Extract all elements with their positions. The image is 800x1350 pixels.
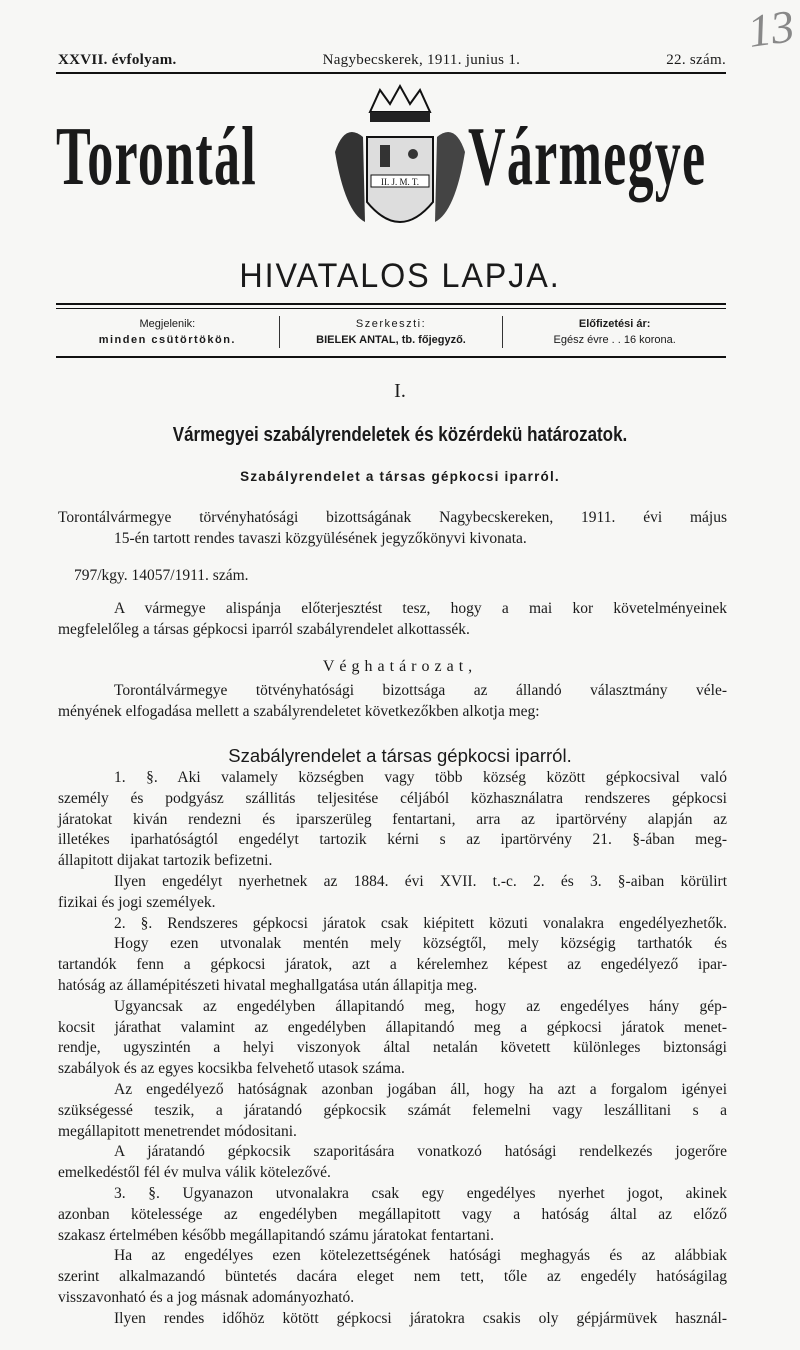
title-left: Torontál	[56, 110, 257, 203]
crest-text: II. J. M. T.	[381, 177, 419, 187]
text-line: Torontálvármegye törvényhatósági bizottságának Nagybecskereken, 1911. évi május	[58, 509, 727, 526]
text-line: szabályok és az egyes kocsikba felvehető utasok száma.	[58, 1060, 405, 1078]
text-line: tartandók fenn a gépkocsi járatok, azt a kérelemhez képest az engedélyező ipar-	[58, 956, 727, 974]
decision-title: Véghatározat,	[322, 658, 478, 675]
text-line: személy és podgyász szállitás teljesitése céljából közhasználatra rendszeres gépkocsi	[58, 789, 727, 807]
text-line: állapitott dijakat tartozik befizetni.	[58, 852, 273, 870]
coat-of-arms-emblem	[325, 82, 475, 247]
text-line: 2. §. Rendszeres gépkocsi járatok csak kiépitett közuti vonalakra engedélyezhetők.	[114, 914, 727, 932]
regulation-title: Szabályrendelet a társas gépkocsi iparról.	[228, 745, 572, 766]
issue-number: 22. szám.	[666, 52, 726, 68]
text-line: szakasz értelmében később megállapitandó számu járatokat fentartani.	[58, 1226, 494, 1244]
text-line: A vármegye alispánja előterjesztést tesz, hogy a mai kor követelményeinek	[114, 600, 727, 617]
publication-info	[56, 316, 726, 348]
decision-paragraph	[58, 681, 727, 723]
divider	[56, 356, 726, 358]
text-line: szükségessé teszik, a járatandó gépkocsik számát felemelni vagy leszállitani s a	[58, 1101, 727, 1119]
text-line: Ilyen engedélyt nyerhetnek az 1884. évi XVII. t.-c. 2. és 3. §-aiban körülirt	[114, 872, 727, 890]
label: Megjelenik:	[139, 318, 196, 330]
label: Szerkeszti:	[355, 318, 427, 330]
text-line: kocsit járathat valamint az engedélyben állapitandó meg a gépkocsi járatok menet-	[58, 1018, 727, 1036]
text-line: hatóság az államépitészeti hivatal meghallgatása után állapitja meg.	[58, 976, 478, 994]
text-line: rendje, ugyszintén a helyi viszonyok által netalán követett különleges biztonsági	[58, 1039, 727, 1057]
intro-paragraph	[58, 508, 727, 550]
text-line: Ilyen rendes időhöz kötött gépkocsi járatokra csakis oly gépjármüvek használ-	[114, 1309, 727, 1327]
text-line: Torontálvármegye tötvényhatósági bizottsága az állandó választmány véle-	[114, 682, 727, 699]
text-line: azonban kötelessége az engedélyben megállapitott vagy a hatóság által az előző	[58, 1205, 727, 1223]
regulation-body	[58, 768, 727, 1330]
place-date: Nagybecskerek, 1911. junius 1.	[322, 52, 521, 68]
text-line: 1. §. Aki valamely községben vagy több község között gépkocsival való	[114, 769, 727, 786]
section-number: I.	[394, 380, 406, 402]
text-line: A járatandó gépkocsik szaporitására vonatkozó hatósági rendelkezés jogerőre	[114, 1143, 727, 1161]
title-right: Vármegye	[468, 110, 707, 203]
subtitle: HIVATALOS LAPJA.	[239, 257, 561, 295]
frequency-info	[56, 316, 279, 348]
text-line: ményének elfogadása mellett a szabályrendeletet következőkben alkotja meg:	[58, 702, 540, 720]
value: Egész évre . . 16 korona.	[553, 334, 676, 346]
section-heading: Vármegyei szabályrendeletek és közérdekü határozatok.	[172, 424, 628, 446]
text-line: megfelelőleg a társas gépkocsi iparról szabályrendelet alkottassék.	[58, 620, 470, 638]
masthead-header	[58, 52, 726, 69]
reference-number: 797/kgy. 14057/1911. szám.	[74, 567, 249, 584]
label: Előfizetési ár:	[578, 318, 651, 330]
divider	[56, 303, 726, 305]
text-line: járatokat kiván rendezni és iparszerüleg fentartani, arra az ipartörvény alapján az	[58, 810, 727, 828]
text-line: megállapitott menetrendet módositani.	[58, 1122, 297, 1140]
text-line: emelkedéstől fél év mulva válik kötelezővé.	[58, 1164, 331, 1182]
text-line: Hogy ezen utvonalak mentén mely községtől, mely községig tarthatók és	[114, 935, 727, 953]
value: minden csütörtökön.	[98, 334, 236, 346]
text-line: illetékes iparhatóságtól engedélyt tartozik kérni s az ipartörvény 21. §-ában meg-	[58, 831, 727, 849]
text-line: fizikai és jogi személyek.	[58, 893, 216, 911]
section-subheading: Szabályrendelet a társas gépkocsi iparról.	[240, 469, 560, 484]
text-line: Az engedélyező hatóságnak azonban jogában áll, hogy ha azt a forgalom igényei	[114, 1080, 727, 1098]
value: BIELEK ANTAL, tb. főjegyző.	[316, 334, 466, 346]
text-line: 15-én tartott rendes tavaszi közgyülésének jegyzőkönyvi kivonata.	[114, 529, 527, 547]
editor-info	[279, 316, 503, 348]
volume-label: XXVII. évfolyam.	[58, 52, 177, 68]
text-line: Ugyancsak az engedélyben állapitandó meg, hogy az engedélyes hány gép-	[114, 997, 727, 1015]
text-line: szerint alkalmazandó büntetés dacára eleget nem tett, tőle az engedély hatóságilag	[58, 1268, 727, 1286]
text-line: visszavonható és a jog másnak adományozható.	[58, 1288, 355, 1306]
divider	[56, 72, 726, 74]
handwritten-page-number: 13	[744, 0, 798, 57]
text-line: 3. §. Ugyanazon utvonalakra csak egy engedélyes nyerhet jogot, akinek	[114, 1184, 727, 1202]
text-line: Ha az engedélyes ezen kötelezettségének hatósági meghagyás és az alábbiak	[114, 1247, 727, 1265]
proposal-paragraph	[58, 599, 727, 641]
divider	[56, 308, 726, 309]
subscription-info	[502, 316, 726, 348]
